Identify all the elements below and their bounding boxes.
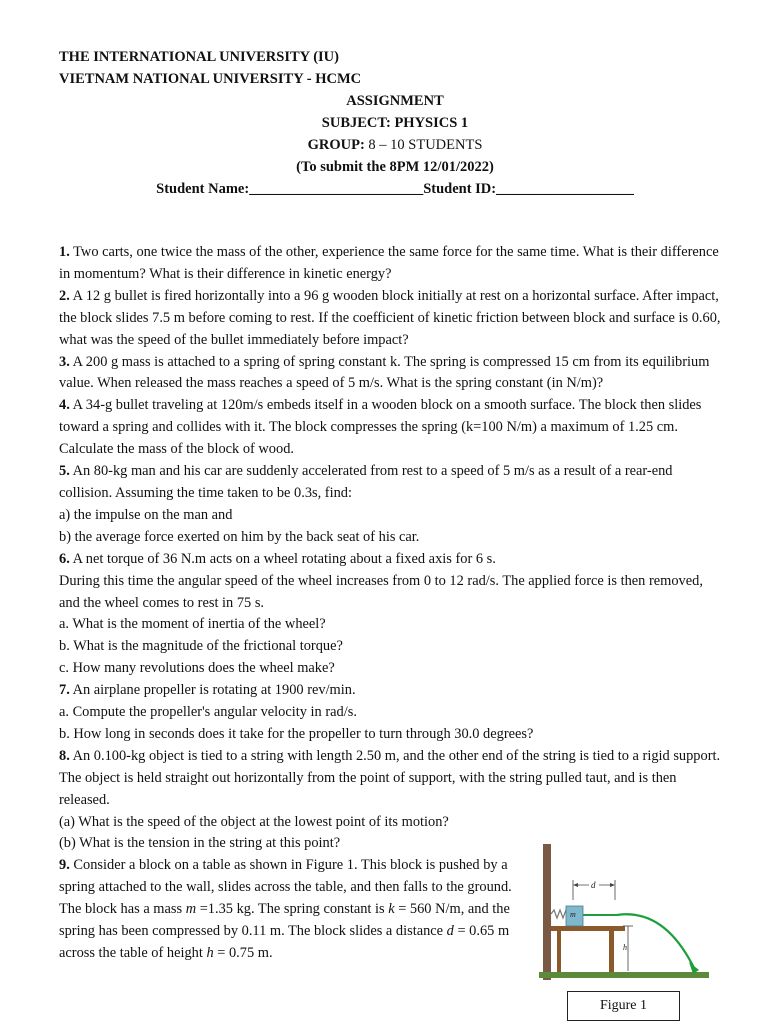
variable-k: k (388, 901, 395, 918)
question-text: = 0.65 m across the table of height (59, 923, 510, 961)
question-text: (b) What is the tension in the string at this point? (59, 835, 341, 852)
question-text: a. What is the moment of inertia of the wheel? (59, 616, 326, 633)
student-id-blank: ___________________ (496, 181, 634, 197)
question-text: b. How long in seconds does it take for the propeller to turn through 30.0 degrees? (59, 725, 534, 742)
question-number: 9. (59, 857, 70, 874)
table-leg-left (557, 931, 561, 972)
student-id-label: Student ID: (423, 181, 497, 197)
university-header (59, 46, 361, 90)
question-text: An 80-kg man and his car are suddenly accelerated from rest to a speed of 5 m/s as a result of a rear-end collision. Assuming the time taken to be 0.3s, find: (59, 463, 673, 501)
question-text: A net torque of 36 N.m acts on a wheel rotating about a fixed axis for 6 s. (72, 550, 496, 567)
question-text: An 0.100-kg object is tied to a string with length 2.50 m, and the other end of the string is tied to a rigid support. The object is held straight out horizontally from the point of support, with the string pulled taut, and is then released. (59, 747, 721, 808)
national-university-name: VIETNAM NATIONAL UNIVERSITY - HCMC (59, 71, 362, 87)
question-number: 5. (59, 463, 70, 480)
variable-m: m (185, 901, 197, 918)
figure-caption: Figure 1 (567, 991, 680, 1021)
question-number: 3. (59, 353, 70, 370)
subject-line (0, 112, 768, 134)
question-number: 2. (59, 287, 70, 304)
group-line (0, 134, 768, 156)
label-h: h (623, 943, 627, 952)
assignment-header (0, 90, 768, 200)
question-text: = 0.75 m. (213, 945, 273, 961)
question-text: Consider a block on a table as shown in Figure 1. This block is pushed by a spring attached to the wall, slides across the table, and then falls to the ground. The block has a mass (59, 857, 512, 918)
table-leg-right (609, 931, 614, 972)
trajectory-arc (617, 914, 695, 970)
dimension-arrowhead-left (573, 883, 578, 887)
student-name-blank: ________________________ (249, 181, 424, 197)
student-name-label: Student Name: (156, 181, 250, 197)
table-top (551, 926, 625, 931)
question-6 (59, 549, 721, 571)
question-subpart (59, 571, 721, 615)
block-label-m: m (570, 910, 576, 919)
question-text: b. What is the magnitude of the frictional torque? (59, 638, 343, 655)
question-5 (59, 461, 721, 505)
submission-deadline: (To submit the 8PM 12/01/2022) (296, 159, 494, 175)
question-text: A 12 g bullet is fired horizontally into a 96 g wooden block initially at rest on a horizontal surface. After impact, the block slides 7.5 m before coming to rest. If the coefficient of kinetic friction between block and surface is 0.60, what was the speed of the bullet immediately before impact? (59, 287, 721, 348)
question-subpart (59, 658, 721, 680)
ground (539, 972, 709, 978)
group-value: 8 – 10 STUDENTS (364, 137, 483, 153)
subject-value: : PHYSICS 1 (386, 115, 469, 131)
question-text: An airplane propeller is rotating at 1900 rev/min. (72, 682, 356, 699)
question-number: 4. (59, 397, 70, 414)
question-subpart (59, 702, 721, 724)
question-text: = 560 N/m, and the spring has been compressed by 0.11 m. The block slides a distance (59, 901, 510, 940)
figure-1-diagram (535, 838, 711, 986)
dimension-arrowhead-right (610, 883, 615, 887)
university-name: THE INTERNATIONAL UNIVERSITY (IU) (59, 49, 339, 65)
question-7 (59, 680, 721, 702)
question-2 (59, 286, 721, 352)
question-text: a. Compute the propeller's angular velocity in rad/s. (59, 704, 357, 721)
question-subpart (59, 812, 721, 834)
question-subpart (59, 527, 721, 549)
question-subpart (59, 614, 721, 636)
question-subpart (59, 724, 721, 746)
student-info-line (0, 178, 768, 200)
question-number: 8. (59, 747, 70, 764)
question-number: 1. (59, 244, 70, 260)
question-text: a) the impulse on the man and (59, 506, 233, 523)
question-text: c. How many revolutions does the wheel make? (59, 660, 335, 677)
question-text: During this time the angular speed of the wheel increases from 0 to 12 rad/s. The applied force is then removed, and the wheel comes to rest in 75 s. (59, 572, 703, 611)
question-text: b) the average force exerted on him by the back seat of his car. (59, 528, 420, 545)
question-text: =1.35 kg. The spring constant is (196, 901, 389, 918)
question-3 (59, 352, 721, 396)
subject-label: SUBJECT (321, 115, 386, 131)
question-number: 7. (59, 682, 70, 699)
question-4 (59, 395, 721, 461)
question-subpart (59, 636, 721, 658)
assignment-title: ASSIGNMENT (346, 93, 444, 109)
variable-h: h (206, 945, 214, 961)
group-label: GROUP: (307, 137, 365, 153)
question-8 (59, 746, 721, 812)
question-number: 6. (59, 550, 70, 567)
question-text: A 200 g mass is attached to a spring of spring constant k. The spring is compressed 15 cm from its equilibrium value. When released the mass reaches a speed of 5 m/s. What is the spring constant (in N/m)? (59, 353, 710, 392)
question-1 (59, 242, 721, 286)
wall (543, 844, 551, 980)
variable-d: d (446, 923, 454, 940)
question-subpart (59, 505, 721, 527)
question-text: (a) What is the speed of the object at the lowest point of its motion? (59, 813, 449, 830)
label-d: d (591, 880, 596, 890)
question-9 (59, 855, 515, 965)
question-text: Two carts, one twice the mass of the other, experience the same force for the same time. What is their difference in momentum? What is their difference in kinetic energy? (59, 244, 719, 282)
question-text: A 34-g bullet traveling at 120m/s embeds itself in a wooden block on a smooth surface. The block then slides toward a spring and collides with it. The block compresses the spring (k=100 N/m) a maximum of 1.25 cm. Calculate the mass of the block of wood. (59, 397, 702, 458)
